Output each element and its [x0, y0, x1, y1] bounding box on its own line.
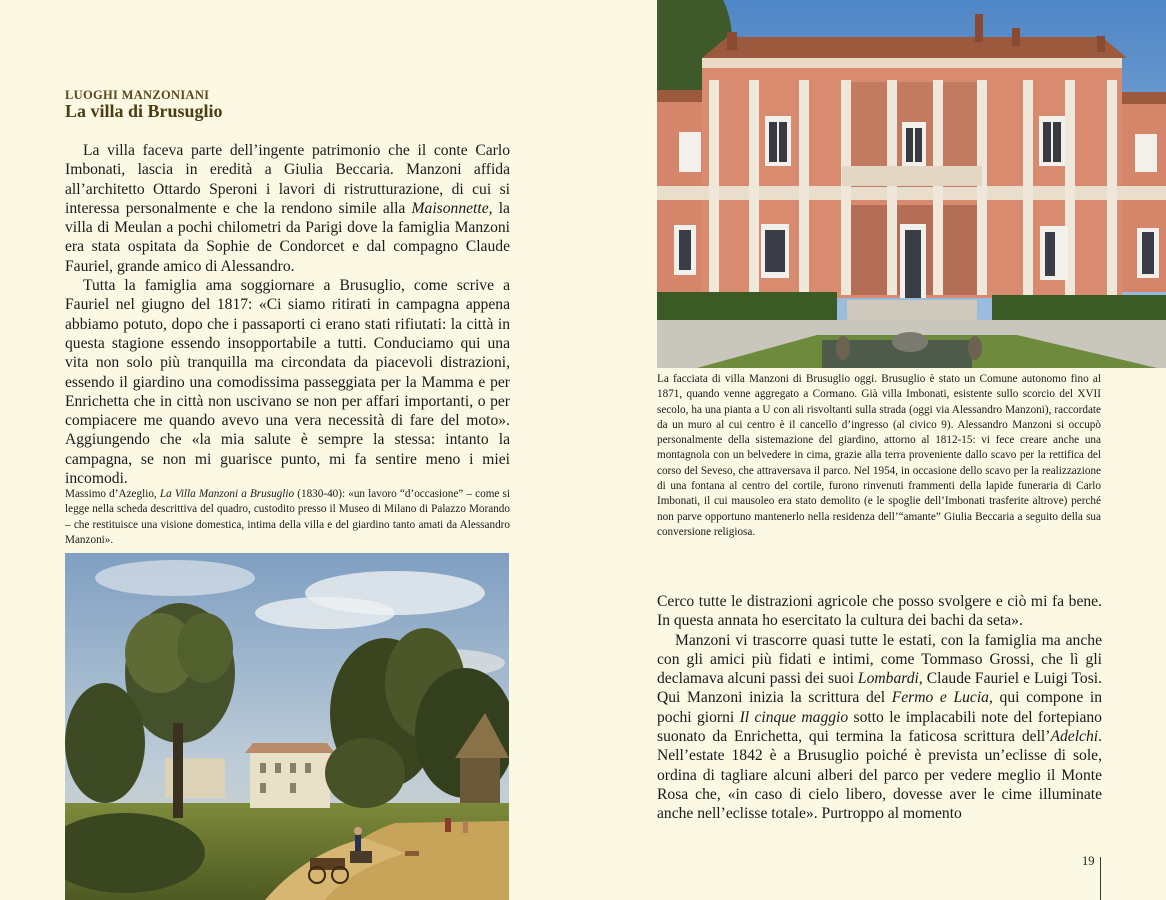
photo-caption: La facciata di villa Manzoni di Brusuglio oggi. Brusuglio è stato un Comune autonomo fino al 1871, quando venne aggregato a Cormano. Già villa Imbonati, esistente sullo scorcio del XVII secolo, ha una pianta a U con ali risvoltanti sulla strada (oggi via Alessandro Manzoni), raccordate da un muro al cui centro è il cancello d’ingresso (al civico 9). Alessandro Manzoni si occupò personalmente della sistemazione del giardino, attorno al 1812-15: vi fece creare anche una montagnola con un belvedere in cima, grazie alla terra proveniente dallo scavo per la rettifica del corso del Seveso, che attraversava il parco. Nel 1954, in occasione dello scavo per la realizzazione di una fontana al centro del cortile, furono rinvenuti frammenti della lapide funeraria di Carlo Imbonati, il cui mausoleo era stato demolito (e le spoglie dell’Imbonati trasferite altrove) perché non parve opportuno mantenerlo nella residenza dell’“amante” Giulia Beccaria a seguito della sua conversione religiosa.	[657, 373, 1101, 538]
work-title: Lombardi	[857, 670, 919, 688]
villa-painting-image	[65, 553, 509, 900]
villa-facade-image	[657, 0, 1166, 368]
paragraph-villa-history: La villa faceva parte dell’ingente patrimonio che il conte Carlo Imbonati, lascia in eredità a Giulia Beccaria. Manzoni affida all’architetto Ottardo Speroni i lavori di ristrutturazione, di cui si interessa personalmente e che la rendono simile alla Maisonnette, la villa di Meulan a pochi chilometri da Parigi dove la famiglia Manzoni era stata ospitata da Sophie de Condorcet e dal compagno Claude Fauriel, grande amico di Alessandro.	[65, 142, 510, 275]
villa-facade-photo	[657, 0, 1166, 368]
italic-maisonnette: Maisonnette	[411, 199, 489, 217]
page-number-rule	[1100, 857, 1101, 900]
painting-caption: Massimo d’Azeglio, La Villa Manzoni a Brusuglio (1830-40): «un lavoro “d’occasione” – come si legge nella scheda descrittiva del quadro, custodito presso il Museo di Milano di Palazzo Morando – che restituisce una visione domestica, intima della villa e del giardino tanto amati da Alessandro Manzoni».	[65, 488, 510, 546]
paragraph-fauriel-letter: Tutta la famiglia ama soggiornare a Brusuglio, come scrive a Fauriel nel giugno del 1817: «Ci siamo ritirati in campagna appena abbiamo potuto, dopo che i passaporti ci erano stati rifiutati: la città in questa stagione essendo insopportabile a tutti. Conduciamo qui una vita non solo più tranquilla ma circondata da piacevoli distrazioni, essendo il giardino una comodissima passeggiata per la Mamma e per Enrichetta che in città non uscivano se non per affari importanti, o per compiacere me quando avevo una vera necessità di fare del moto». Aggiungendo che «la mia salute è sempre la stessa: intanto la campagna, se non mi guarisce punto, mi fa sentire meno i miei incomodi.	[65, 277, 510, 488]
painting-title: La Villa Manzoni a Brusuglio	[159, 488, 295, 500]
work-title: Adelchi	[1050, 728, 1099, 746]
right-page	[583, 0, 1166, 900]
left-body-text	[65, 141, 510, 488]
paragraph-continuation: Cerco tutte le distrazioni agricole che posso svolgere e ciò mi fa bene. In questa annata ho esercitato la cultura dei bachi da seta».	[657, 593, 1102, 630]
paragraph-summers-at-brusuglio: Manzoni vi trascorre quasi tutte le estati, con la famiglia ma anche con gli amici più fidati e intimi, come Tommaso Grossi, che lì gli declamava alcuni passi dei suoi Lombardi, Claude Fauriel e Luigi Tosi. Qui Manzoni inizia la scrittura del Fermo e Lucia, qui compone in pochi giorni Il cinque maggio sotto le implacabili note del fortepiano suonato da Enrichetta, qui termina la faticosa scrittura dell’Adelchi. Nell’estate 1842 è a Brusuglio poiché è prevista un’eclisse di sole, ordina di tagliare alcuni alberi del parco per vedere meglio il Monte Rosa che, «in caso di cielo libero, dovesse aver le cime illuminate anche nell’eclisse totale». Purtroppo al momento	[657, 631, 1103, 823]
villa-painting	[65, 553, 509, 900]
page-number: 19	[1082, 854, 1095, 868]
section-label: LUOGHI MANZONIANI	[65, 88, 210, 102]
right-body-text	[657, 592, 1102, 824]
work-title: Fermo e Lucia	[891, 689, 989, 707]
article-title: La villa di Brusuglio	[65, 101, 223, 121]
work-title: Il cinque maggio	[739, 708, 849, 726]
